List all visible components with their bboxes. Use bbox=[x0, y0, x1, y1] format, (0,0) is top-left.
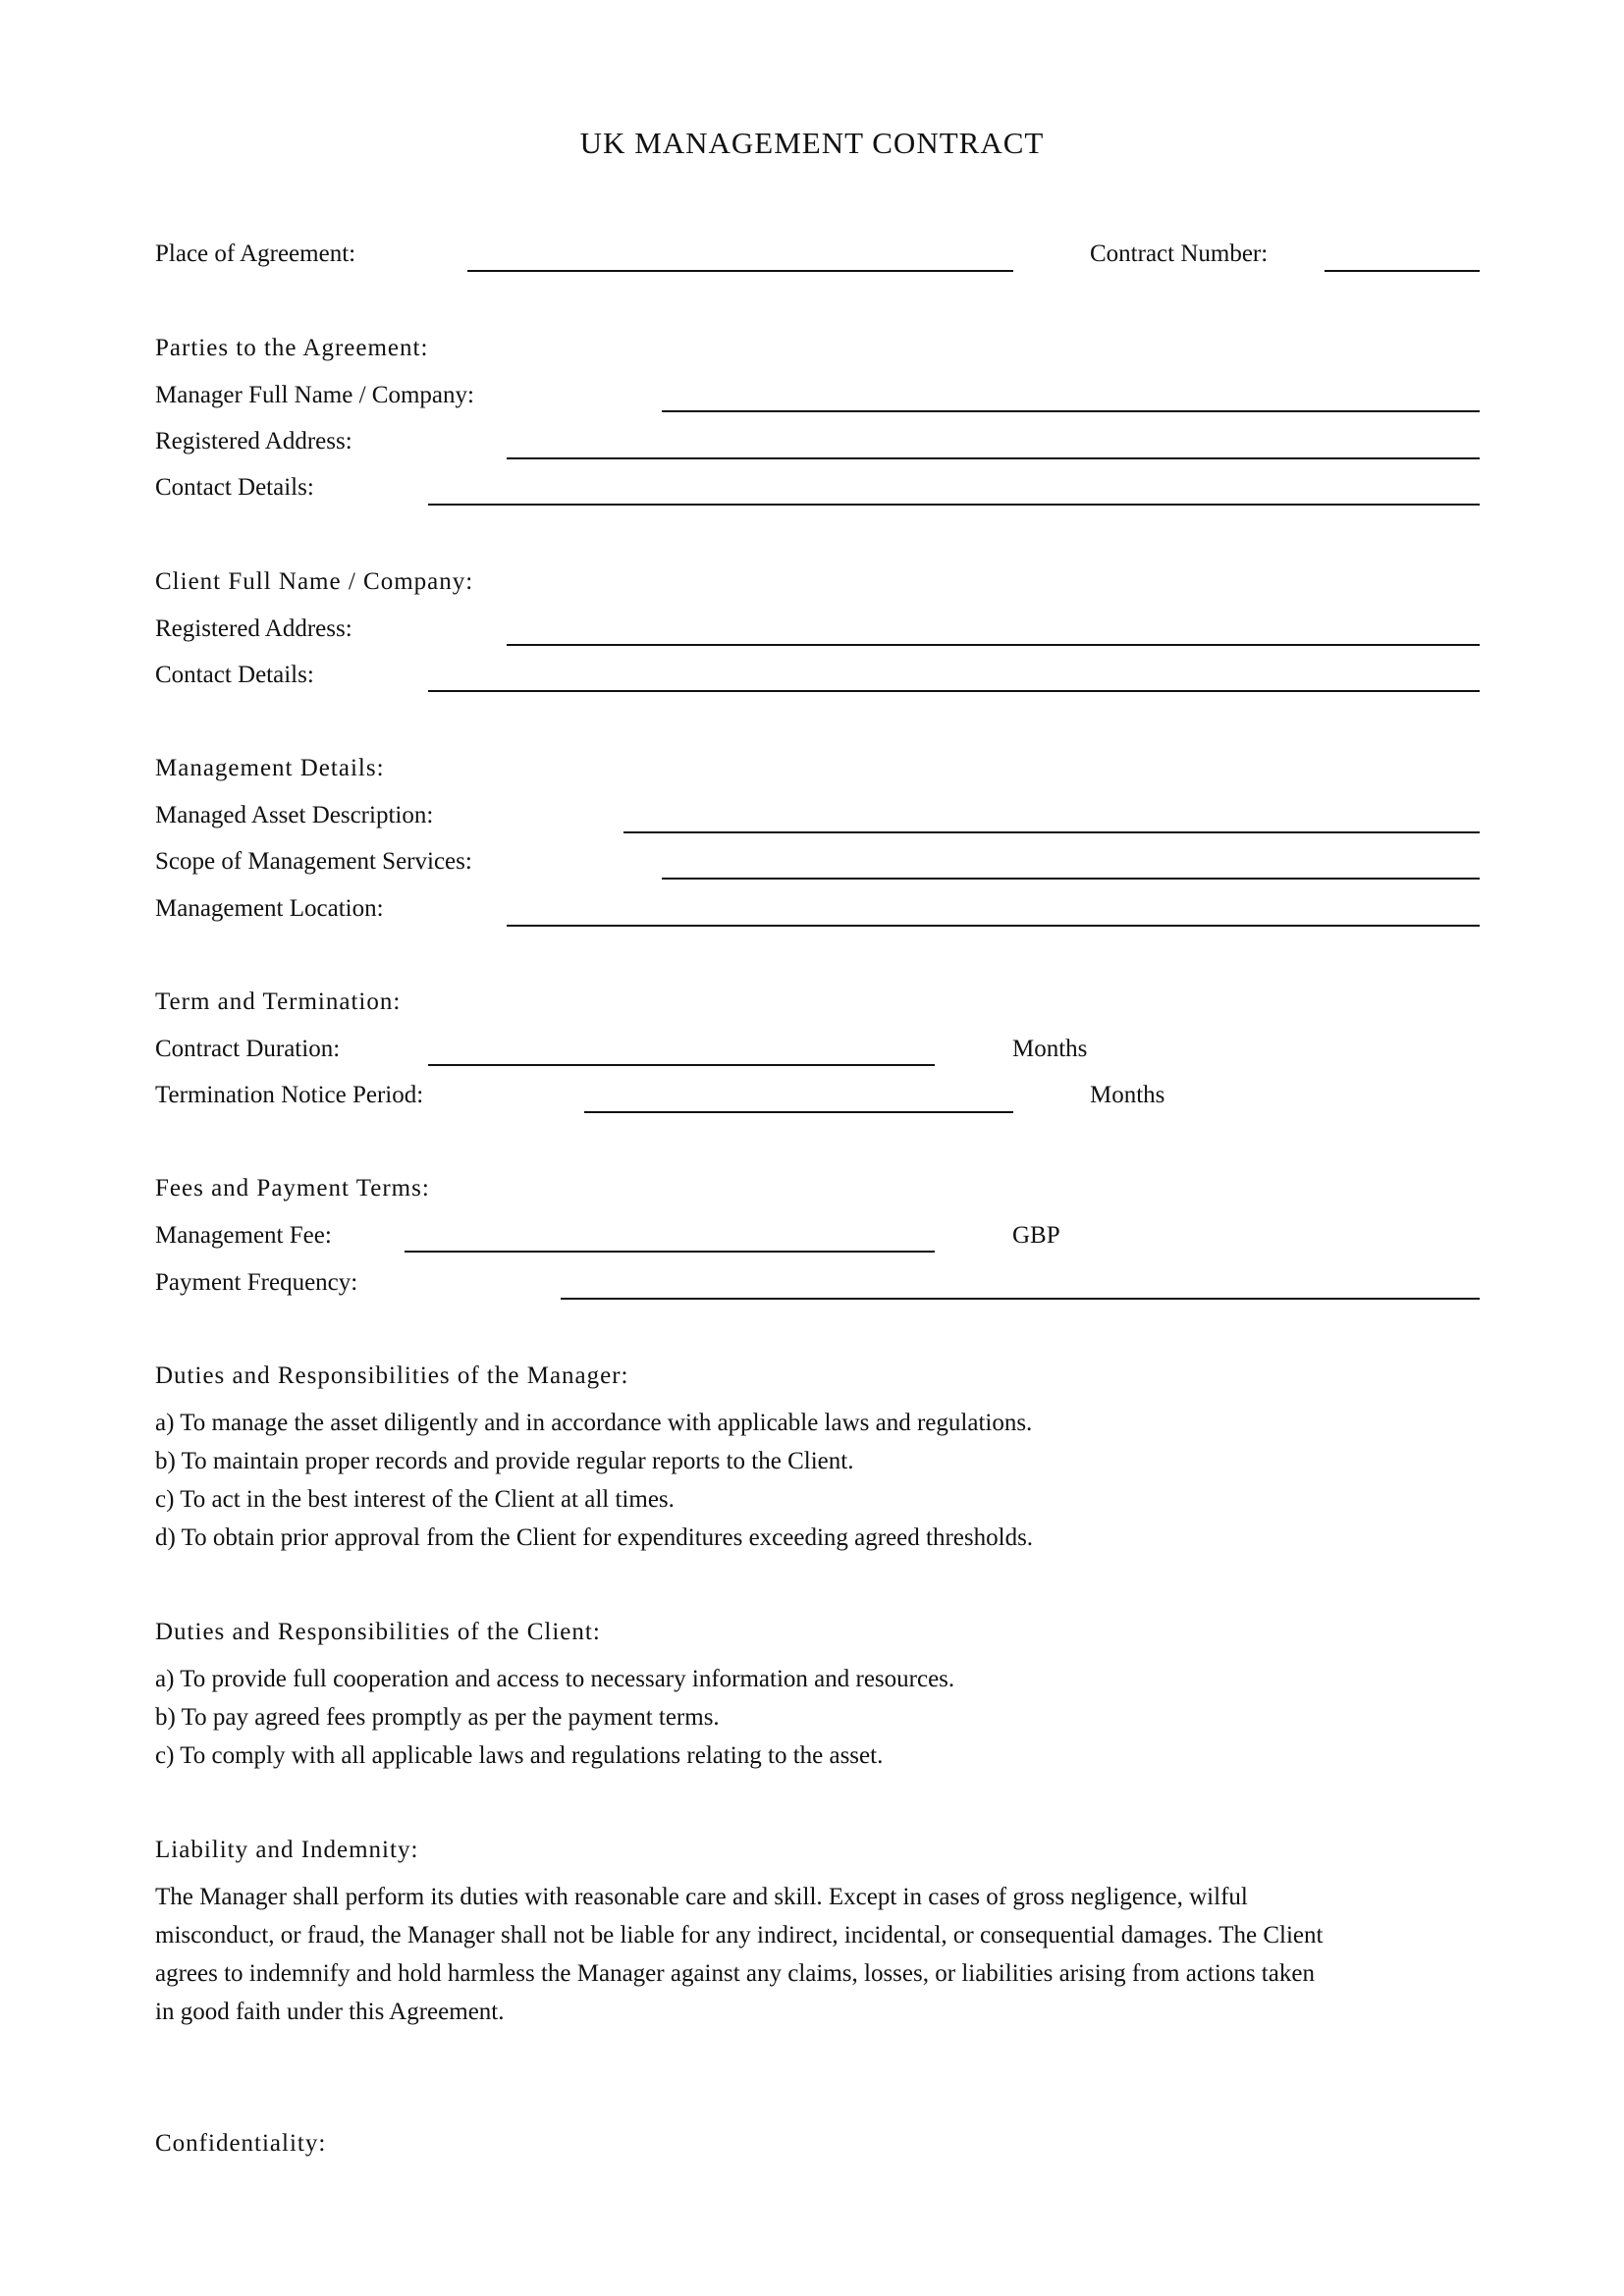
fees-heading: Fees and Payment Terms: bbox=[155, 1175, 430, 1201]
notice-label: Termination Notice Period: bbox=[155, 1082, 424, 1108]
location-label: Management Location: bbox=[155, 895, 384, 922]
client-duties-heading: Duties and Responsibilities of the Client: bbox=[155, 1619, 601, 1645]
scope-label: Scope of Management Services: bbox=[155, 848, 472, 875]
duration-unit: Months bbox=[1012, 1036, 1088, 1062]
document-title: UK MANAGEMENT CONTRACT bbox=[579, 126, 1045, 160]
duration-field[interactable] bbox=[428, 1064, 935, 1066]
client-duty-item: a) To provide full cooperation and access to necessary information and resources. bbox=[155, 1666, 955, 1692]
manager-address-label: Registered Address: bbox=[155, 428, 352, 454]
client-name-label: Client Full Name / Company: bbox=[155, 568, 474, 595]
liability-text-line: in good faith under this Agreement. bbox=[155, 1999, 505, 2025]
manager-duty-item: c) To act in the best interest of the Client at all times. bbox=[155, 1486, 675, 1513]
client-contact-field[interactable] bbox=[428, 690, 1480, 692]
client-address-field[interactable] bbox=[507, 644, 1480, 646]
location-field[interactable] bbox=[507, 925, 1480, 927]
manager-name-label: Manager Full Name / Company: bbox=[155, 382, 474, 408]
confidentiality-heading: Confidentiality: bbox=[155, 2130, 327, 2157]
manager-contact-field[interactable] bbox=[428, 504, 1480, 506]
notice-field[interactable] bbox=[584, 1111, 1013, 1113]
scope-field[interactable] bbox=[662, 878, 1480, 880]
place-of-agreement-field[interactable] bbox=[467, 270, 1013, 272]
fee-currency: GBP bbox=[1012, 1222, 1060, 1249]
notice-unit: Months bbox=[1090, 1082, 1165, 1108]
duration-label: Contract Duration: bbox=[155, 1036, 341, 1062]
managed-asset-label: Managed Asset Description: bbox=[155, 802, 434, 828]
client-address-label: Registered Address: bbox=[155, 615, 352, 642]
liability-text-line: agrees to indemnify and hold harmless the Manager against any claims, losses, or liabilities arising from actions taken bbox=[155, 1960, 1315, 1987]
term-heading: Term and Termination: bbox=[155, 988, 402, 1015]
manager-duty-item: a) To manage the asset diligently and in accordance with applicable laws and regulations. bbox=[155, 1410, 1033, 1436]
client-duty-item: b) To pay agreed fees promptly as per the payment terms. bbox=[155, 1704, 720, 1731]
managed-asset-field[interactable] bbox=[623, 831, 1480, 833]
manager-duty-item: b) To maintain proper records and provide regular reports to the Client. bbox=[155, 1448, 854, 1474]
manager-duty-item: d) To obtain prior approval from the Client for expenditures exceeding agreed thresholds. bbox=[155, 1524, 1034, 1551]
management-heading: Management Details: bbox=[155, 755, 385, 781]
frequency-label: Payment Frequency: bbox=[155, 1269, 358, 1296]
contract-number-label: Contract Number: bbox=[1090, 240, 1269, 267]
fee-label: Management Fee: bbox=[155, 1222, 332, 1249]
manager-contact-label: Contact Details: bbox=[155, 474, 314, 501]
liability-text-line: misconduct, or fraud, the Manager shall not be liable for any indirect, incidental, or consequential damages. The Client bbox=[155, 1922, 1324, 1949]
frequency-field[interactable] bbox=[561, 1298, 1480, 1300]
place-of-agreement-label: Place of Agreement: bbox=[155, 240, 356, 267]
liability-heading: Liability and Indemnity: bbox=[155, 1837, 419, 1863]
client-contact-label: Contact Details: bbox=[155, 662, 314, 688]
parties-heading: Parties to the Agreement: bbox=[155, 335, 429, 361]
manager-duties-heading: Duties and Responsibilities of the Manager: bbox=[155, 1362, 629, 1389]
manager-name-field[interactable] bbox=[662, 410, 1480, 412]
fee-field[interactable] bbox=[405, 1251, 935, 1253]
client-duty-item: c) To comply with all applicable laws and regulations relating to the asset. bbox=[155, 1742, 884, 1769]
manager-address-field[interactable] bbox=[507, 457, 1480, 459]
contract-number-field[interactable] bbox=[1325, 270, 1480, 272]
liability-text-line: The Manager shall perform its duties with reasonable care and skill. Except in cases of gross negligence, wilful bbox=[155, 1884, 1248, 1910]
